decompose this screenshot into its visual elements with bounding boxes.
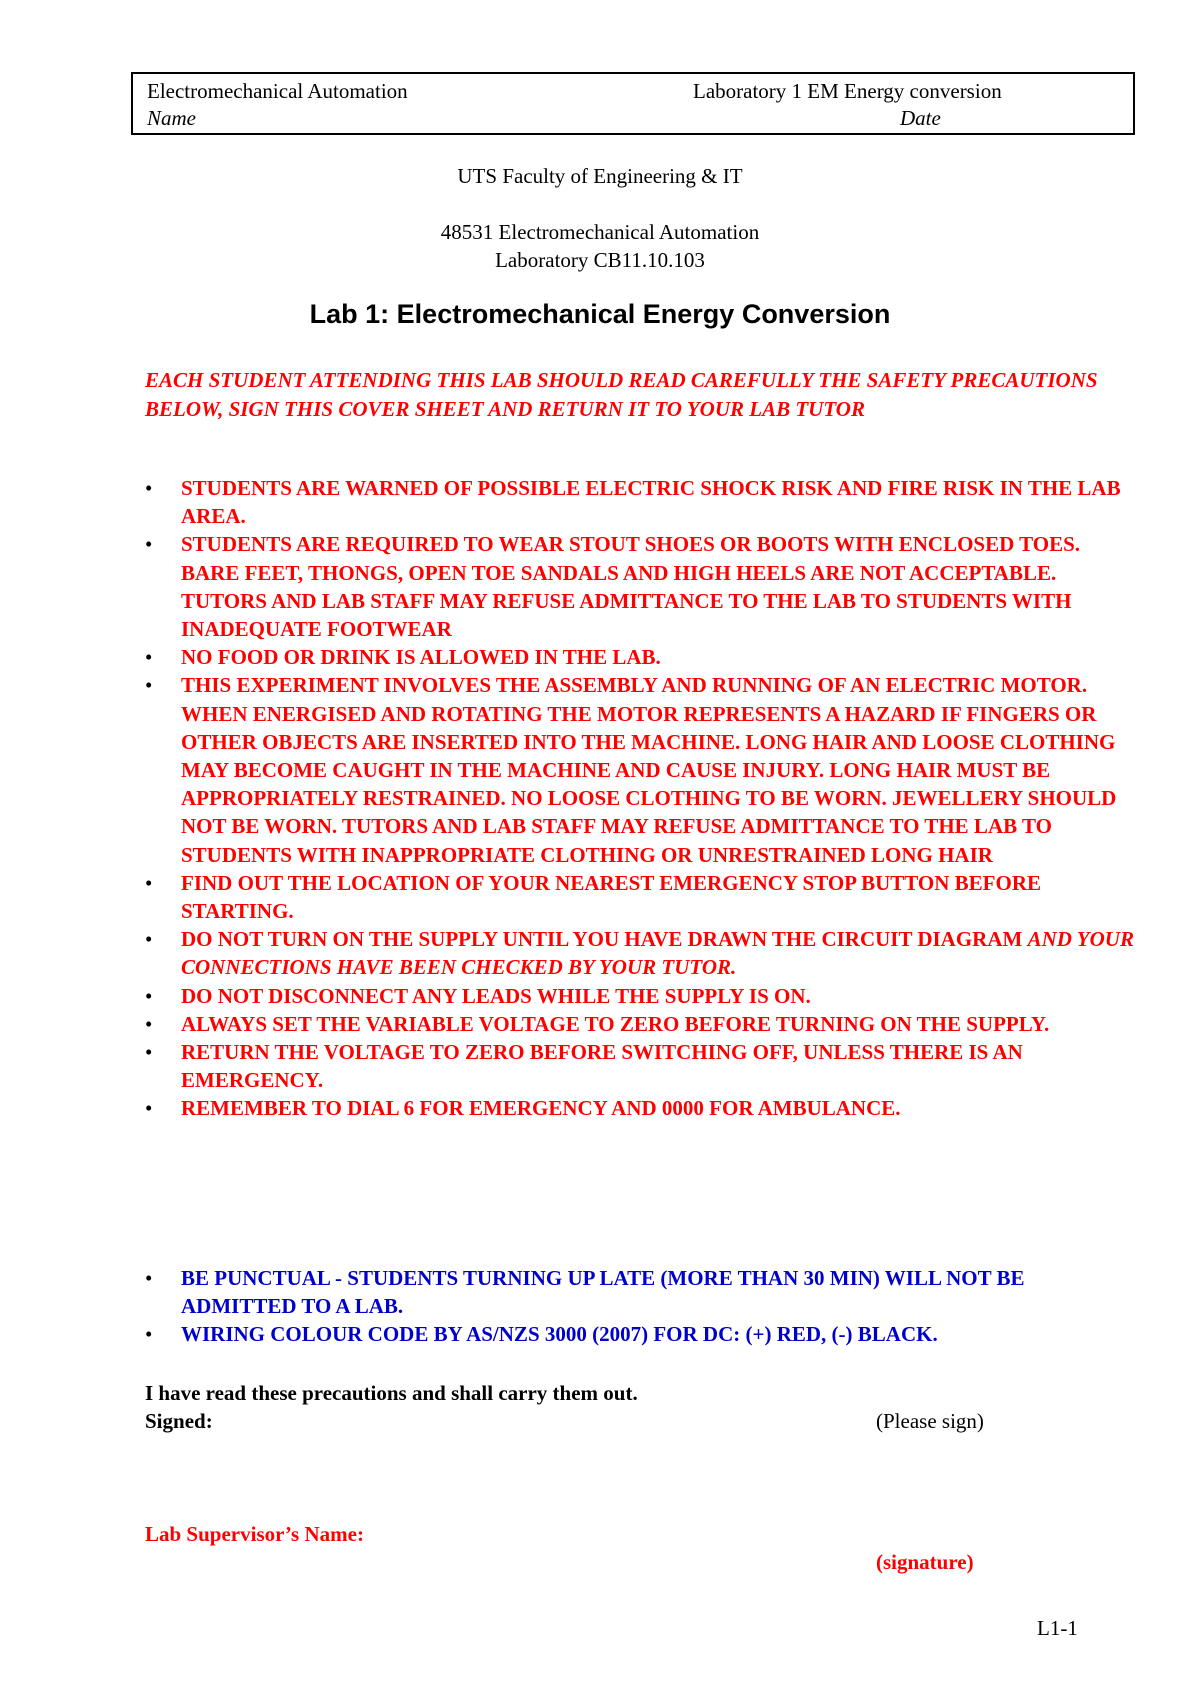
room-line: Laboratory CB11.10.103 <box>495 248 705 272</box>
list-item <box>145 671 1135 868</box>
list-item <box>145 1320 1135 1348</box>
list-item <box>145 869 1135 925</box>
bullet-icon: • <box>145 1266 153 1290</box>
list-item-text: RETURN THE VOLTAGE TO ZERO BEFORE SWITCHING OFF, UNLESS THERE IS AN EMERGENCY. <box>181 1040 1023 1093</box>
faculty-line: UTS Faculty of Engineering & IT <box>457 164 743 188</box>
info-list <box>145 1264 1135 1349</box>
lab-name: Laboratory 1 EM Energy conversion <box>693 79 1002 103</box>
list-item-text: STUDENTS ARE REQUIRED TO WEAR STOUT SHOES OR BOOTS WITH ENCLOSED TOES. BARE FEET, THONGS, OPEN TOE SANDALS AND HIGH HEELS ARE NOT ACCEPTABLE. TUTORS AND LAB STAFF MAY REFUSE ADMITTANCE TO THE LAB TO STUDENTS WITH INADEQUATE FOOTWEAR <box>181 532 1081 642</box>
page-title: Lab 1: Electromechanical Energy Conversion <box>309 299 891 329</box>
list-item <box>145 1038 1135 1094</box>
please-sign-note: (Please sign) <box>876 1409 984 1433</box>
name-field-label: Name <box>147 106 196 130</box>
subject-line: 48531 Electromechanical Automation <box>440 220 760 244</box>
bullet-icon: • <box>145 1322 153 1347</box>
safety-intro: EACH STUDENT ATTENDING THIS LAB SHOULD READ CAREFULLY THE SAFETY PRECAUTIONS BELOW, SIGN THIS COVER SHEET AND RETURN IT TO YOUR LAB TUTOR <box>145 368 1098 421</box>
list-item-text: WIRING COLOUR CODE BY AS/NZS 3000 (2007) FOR DC: (+) RED, (-) BLACK. <box>181 1322 938 1347</box>
page-number: L1-1 <box>1037 1616 1078 1640</box>
bullet-icon: • <box>145 983 153 1008</box>
date-field-label: Date <box>900 106 941 130</box>
bullet-icon: • <box>145 870 153 895</box>
bullet-icon: • <box>145 1096 153 1121</box>
list-item-text: REMEMBER TO DIAL 6 FOR EMERGENCY AND 0000 FOR AMBULANCE. <box>181 1096 901 1121</box>
list-item-text: FIND OUT THE LOCATION OF YOUR NEAREST EMERGENCY STOP BUTTON BEFORE STARTING. <box>181 870 1041 924</box>
bullet-icon: • <box>145 532 153 557</box>
list-item <box>145 982 1135 1010</box>
list-item <box>145 530 1135 643</box>
bullet-icon: • <box>145 476 153 500</box>
list-item <box>145 1264 1135 1320</box>
course-name: Electromechanical Automation <box>147 79 408 103</box>
list-item-text: ALWAYS SET THE VARIABLE VOLTAGE TO ZERO BEFORE TURNING ON THE SUPPLY. <box>181 1011 1050 1036</box>
document-header <box>131 72 1135 135</box>
bullet-icon: • <box>145 645 153 670</box>
list-item <box>145 925 1135 981</box>
list-item-text: BE PUNCTUAL - STUDENTS TURNING UP LATE (MORE THAN 30 MIN) WILL NOT BE ADMITTED TO A LAB. <box>181 1266 1025 1319</box>
signature-label: (signature) <box>876 1550 974 1574</box>
list-item-text: DO NOT DISCONNECT ANY LEADS WHILE THE SUPPLY IS ON. <box>181 983 811 1008</box>
bullet-icon: • <box>145 927 153 952</box>
bullet-icon: • <box>145 1011 153 1036</box>
bullet-icon: • <box>145 1040 153 1065</box>
list-item-text: THIS EXPERIMENT INVOLVES THE ASSEMBLY AND RUNNING OF AN ELECTRIC MOTOR. WHEN ENERGISED AND ROTATING THE MOTOR REPRESENTS A HAZARD IF FINGERS OR OTHER OBJECTS ARE INSERTED INTO THE MACHINE. LONG HAIR AND LOOSE CLOTHING MAY BECOME CAUGHT IN THE MACHINE AND CAUSE INJURY. LONG HAIR MUST BE APPROPRIATELY RESTRAINED. NO LOOSE CLOTHING TO BE WORN. JEWELLERY SHOULD NOT BE WORN. TUTORS AND LAB STAFF MAY REFUSE ADMITTANCE TO THE LAB TO STUDENTS WITH INAPPROPRIATE CLOTHING OR UNRESTRAINED LONG HAIR <box>181 673 1117 867</box>
list-item-emphasis: AND YOUR CONNECTIONS HAVE BEEN CHECKED BY YOUR TUTOR. <box>181 927 1134 980</box>
list-item <box>145 643 1135 671</box>
list-item-text: DO NOT TURN ON THE SUPPLY UNTIL YOU HAVE DRAWN THE CIRCUIT DIAGRAM <box>181 927 1023 952</box>
list-item-text: STUDENTS ARE WARNED OF POSSIBLE ELECTRIC SHOCK RISK AND FIRE RISK IN THE LAB AREA. <box>181 476 1121 529</box>
list-item <box>145 1094 1135 1122</box>
list-item <box>145 474 1135 530</box>
list-item <box>145 1010 1135 1038</box>
supervisor-name-label: Lab Supervisor’s Name: <box>145 1522 364 1546</box>
signed-label: Signed: <box>145 1409 213 1433</box>
bullet-icon: • <box>145 673 153 698</box>
safety-list <box>145 474 1135 1123</box>
list-item-text: NO FOOD OR DRINK IS ALLOWED IN THE LAB. <box>181 645 661 670</box>
declaration-text: I have read these precautions and shall carry them out. <box>145 1381 638 1405</box>
